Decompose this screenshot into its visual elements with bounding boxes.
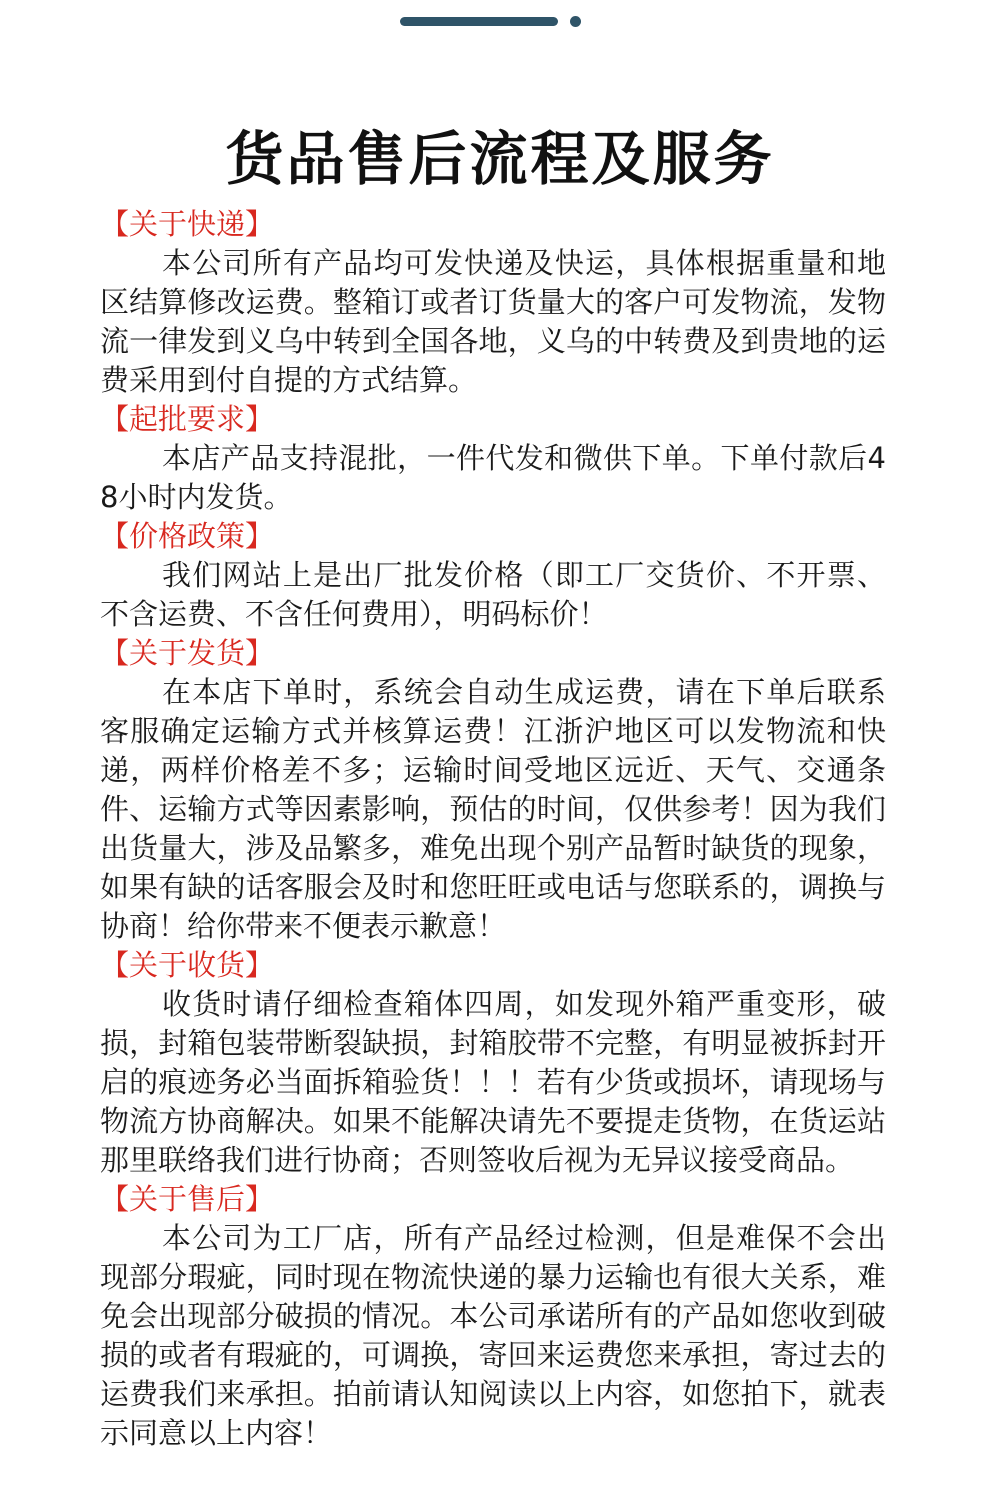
section-heading: 【关于售后】 (100, 1182, 275, 1216)
top-decoration (400, 16, 581, 26)
section-body: 我们网站上是出厂批发价格（即工厂交货价、不开票、不含运费、不含任何费用），明码标价！ (100, 558, 886, 631)
section-heading: 【关于收货】 (100, 948, 275, 982)
section-receiving (100, 946, 886, 1180)
section-heading: 【价格政策】 (100, 519, 275, 553)
section-heading: 【起批要求】 (100, 402, 275, 436)
section-heading: 【关于快递】 (100, 207, 275, 241)
section-body: 收货时请仔细检查箱体四周，如发现外箱严重变形，破损，封箱包装带断裂缺损，封箱胶带不完整，有明显被拆封开启的痕迹务必当面拆箱验货！！！若有少货或损坏，请现场与物流方协商解决。如果不能解决请先不要提走货物，在货运站那里联络我们进行协商；否则签收后视为无异议接受商品。 (100, 987, 886, 1177)
section-shipping (100, 634, 886, 946)
section-body: 本店产品支持混批，一件代发和微供下单。下单付款后48小时内发货。 (100, 441, 886, 514)
section-express (100, 205, 886, 400)
content-area (100, 205, 886, 1453)
decorative-dot (570, 16, 581, 27)
section-body: 本公司为工厂店，所有产品经过检测，但是难保不会出现部分瑕疵，同时现在物流快递的暴力运输也有很大关系，难免会出现部分破损的情况。本公司承诺所有的产品如您收到破损的或者有瑕疵的，可调换，寄回来运费您来承担，寄过去的运费我们来承担。拍前请认知阅读以上内容，如您拍下，就表示同意以上内容！ (100, 1221, 886, 1450)
section-after-sales (100, 1180, 886, 1453)
decorative-bar (400, 17, 558, 26)
section-body: 本公司所有产品均可发快递及快运，具体根据重量和地区结算修改运费。整箱订或者订货量大的客户可发物流，发物流一律发到义乌中转到全国各地，义乌的中转费及到贵地的运费采用到付自提的方式结算。 (100, 246, 886, 397)
section-body: 在本店下单时，系统会自动生成运费，请在下单后联系客服确定运输方式并核算运费！江浙沪地区可以发物流和快递，两样价格差不多；运输时间受地区远近、天气、交通条件、运输方式等因素影响，预估的时间，仅供参考！因为我们出货量大，涉及品繁多，难免出现个别产品暂时缺货的现象，如果有缺的话客服会及时和您旺旺或电话与您联系的，调换与协商！给你带来不便表示歉意！ (100, 675, 886, 943)
section-wholesale (100, 400, 886, 517)
section-heading: 【关于发货】 (100, 636, 275, 670)
section-pricing (100, 517, 886, 634)
page-title: 货品售后流程及服务 (225, 124, 775, 193)
